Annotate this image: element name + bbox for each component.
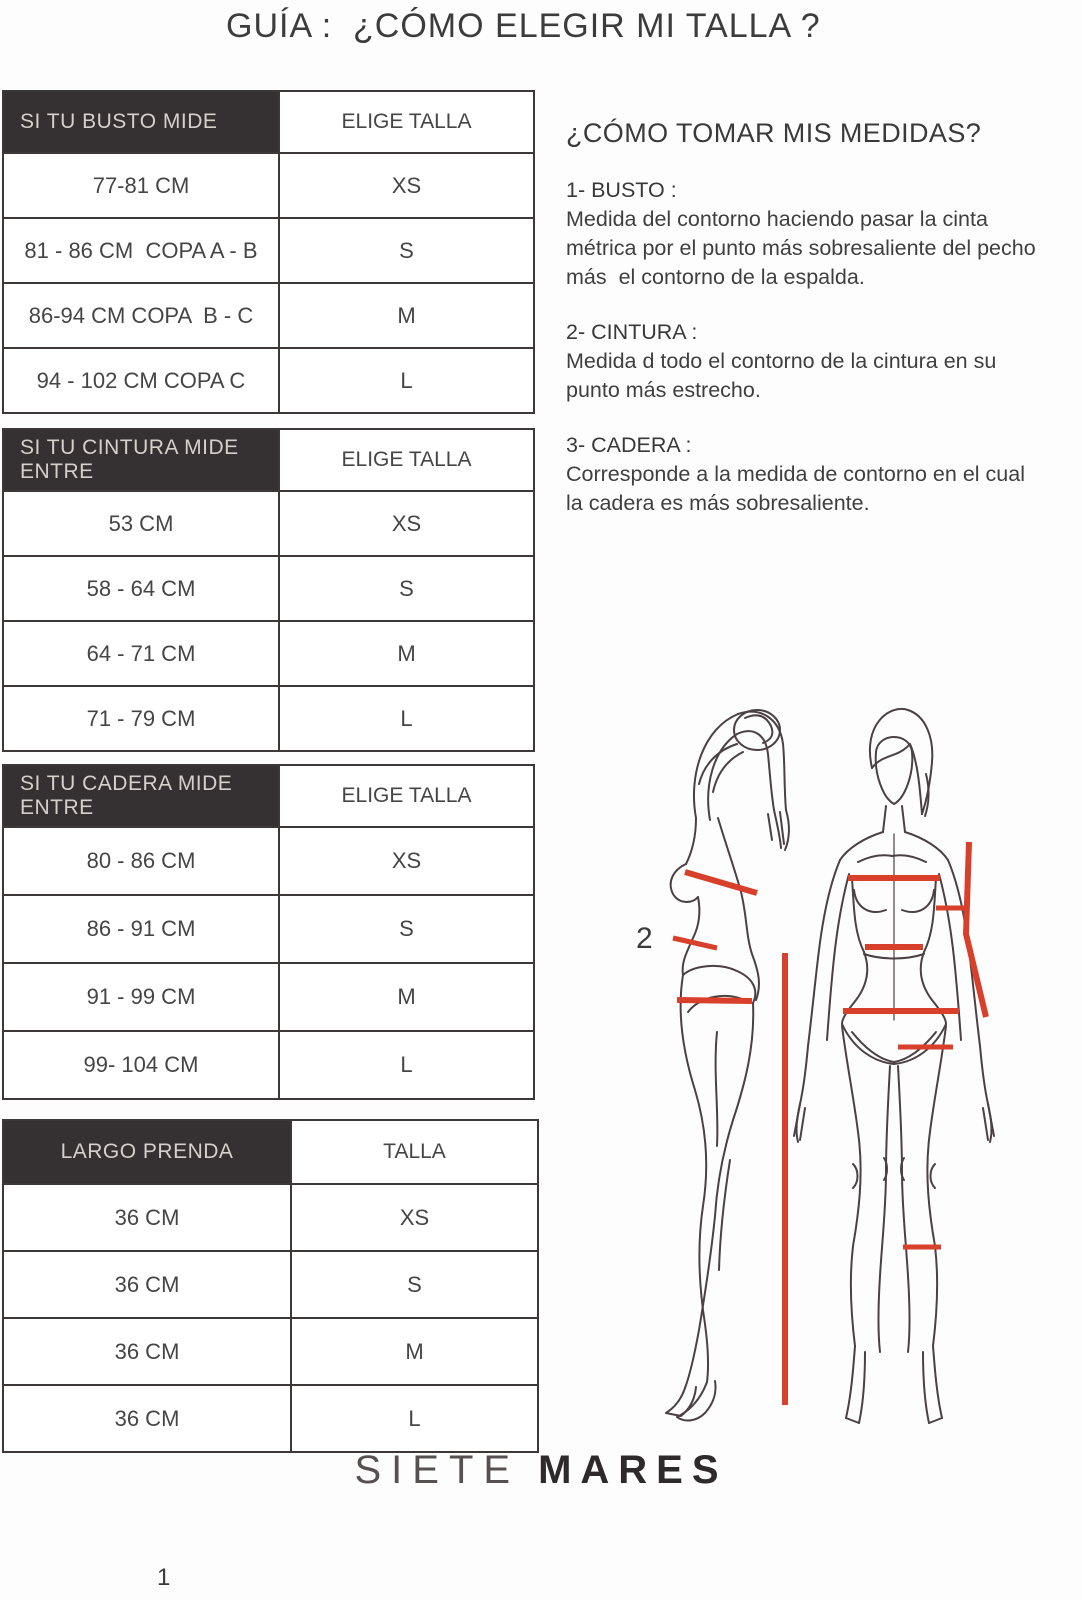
table-header-size: TALLA xyxy=(290,1121,537,1183)
instructions-heading: ¿CÓMO TOMAR MIS MEDIDAS? xyxy=(566,118,982,148)
size-cell: M xyxy=(278,964,533,1030)
table-header-row xyxy=(4,766,533,826)
table-row xyxy=(4,826,533,894)
measurement-cell: 71 - 79 CM xyxy=(86,705,196,731)
size-table xyxy=(2,764,535,1100)
measurement-cell: 58 - 64 CM xyxy=(86,575,196,601)
figure-side-view xyxy=(666,710,789,1420)
size-cell: S xyxy=(278,896,533,962)
side-bust-line xyxy=(685,872,757,893)
size-cell: M xyxy=(290,1319,537,1384)
size-table xyxy=(2,90,535,414)
table-header-measure: LARGO PRENDA xyxy=(4,1121,290,1183)
measurement-cell: 80 - 86 CM xyxy=(86,848,196,873)
instruction-section-busto xyxy=(566,176,1046,292)
table-row xyxy=(4,347,533,412)
table-row xyxy=(4,1250,537,1317)
measurement-lines xyxy=(673,842,986,1405)
size-cell: L xyxy=(290,1386,537,1451)
table-row xyxy=(4,894,533,962)
section-label: 2- CINTURA : xyxy=(566,320,698,344)
measurement-cell: 91 - 99 CM xyxy=(86,984,196,1009)
size-cell: M xyxy=(278,622,533,685)
side-hip-line xyxy=(677,1000,752,1001)
table-row xyxy=(4,962,533,1030)
table-row xyxy=(4,217,533,282)
measurement-cell: 36 CM xyxy=(114,1271,180,1297)
measurement-cell: 36 CM xyxy=(114,1405,180,1431)
measurement-cell: 36 CM xyxy=(114,1338,180,1364)
table-header-size: ELIGE TALLA xyxy=(278,430,533,490)
size-cell: S xyxy=(278,219,533,282)
section-text: Corresponde a la medida de contorno en el cual la cadera es más sobresaliente. xyxy=(566,462,1031,515)
table-header-row xyxy=(4,430,533,490)
section-label: 3- CADERA : xyxy=(566,433,692,457)
table-header-size: ELIGE TALLA xyxy=(278,92,533,152)
measurement-cell: 86 - 91 CM xyxy=(86,916,196,941)
table-header-row xyxy=(4,1121,537,1183)
measuring-instructions xyxy=(566,116,1046,544)
size-cell: M xyxy=(278,284,533,347)
measurement-cell: 64 - 71 CM xyxy=(86,640,196,666)
table-row xyxy=(4,1317,537,1384)
table-row xyxy=(4,555,533,620)
measurement-cell: 53 CM xyxy=(108,510,174,536)
page-number: 1 xyxy=(157,1564,171,1591)
table-header-measure: SI TU BUSTO MIDE xyxy=(4,92,278,152)
size-table xyxy=(2,1119,539,1453)
table-header-measure: SI TU CADERA MIDE ENTRE xyxy=(4,766,278,826)
size-tables xyxy=(2,90,542,1453)
instruction-section-cintura xyxy=(566,318,1046,405)
brand-second-word: MARES xyxy=(538,1448,728,1492)
table-row xyxy=(4,685,533,750)
measurement-cell: 77-81 CM xyxy=(92,172,190,198)
page-title: GUÍA : ¿CÓMO ELEGIR MI TALLA ? xyxy=(226,7,821,45)
section-text: Medida del contorno haciendo pasar la cinta métrica por el punto más sobresaliente del pecho más el contorno de la espalda. xyxy=(566,207,1042,289)
section-text: Medida d todo el contorno de la cintura en su punto más estrecho. xyxy=(566,349,1003,402)
size-table xyxy=(2,428,535,752)
size-cell: S xyxy=(290,1252,537,1317)
size-cell: XS xyxy=(278,828,533,894)
table-row xyxy=(4,282,533,347)
brand-logo xyxy=(0,1448,1082,1493)
figure-front-view xyxy=(794,709,994,1423)
table-row xyxy=(4,152,533,217)
measurement-cell: 99- 104 CM xyxy=(83,1052,199,1077)
side-waist-line xyxy=(673,938,717,948)
instruction-section-cadera xyxy=(566,431,1046,518)
measurement-cell: 81 - 86 CM COPA A - B xyxy=(24,237,258,263)
table-header-size: ELIGE TALLA xyxy=(278,766,533,826)
size-cell: L xyxy=(278,687,533,750)
measurement-figures-illustration xyxy=(600,690,1082,1435)
size-cell: XS xyxy=(278,492,533,555)
table-row xyxy=(4,620,533,685)
table-header-measure: SI TU CINTURA MIDE ENTRE xyxy=(4,430,278,490)
brand-first-word: SIETE xyxy=(354,1448,521,1492)
size-cell: S xyxy=(278,557,533,620)
size-cell: XS xyxy=(290,1185,537,1250)
section-label: 1- BUSTO : xyxy=(566,178,677,202)
table-row xyxy=(4,1183,537,1250)
measurement-cell: 94 - 102 CM COPA C xyxy=(36,367,246,393)
table-header-row xyxy=(4,92,533,152)
front-side-length-line xyxy=(966,842,986,1017)
size-cell: L xyxy=(278,349,533,412)
table-row xyxy=(4,490,533,555)
size-cell: L xyxy=(278,1032,533,1098)
size-cell: XS xyxy=(278,154,533,217)
measurement-cell: 36 CM xyxy=(114,1204,180,1230)
table-row xyxy=(4,1030,533,1098)
table-row xyxy=(4,1384,537,1451)
waist-number-label: 2 xyxy=(636,922,653,955)
measurement-cell: 86-94 CM COPA B - C xyxy=(28,302,254,328)
